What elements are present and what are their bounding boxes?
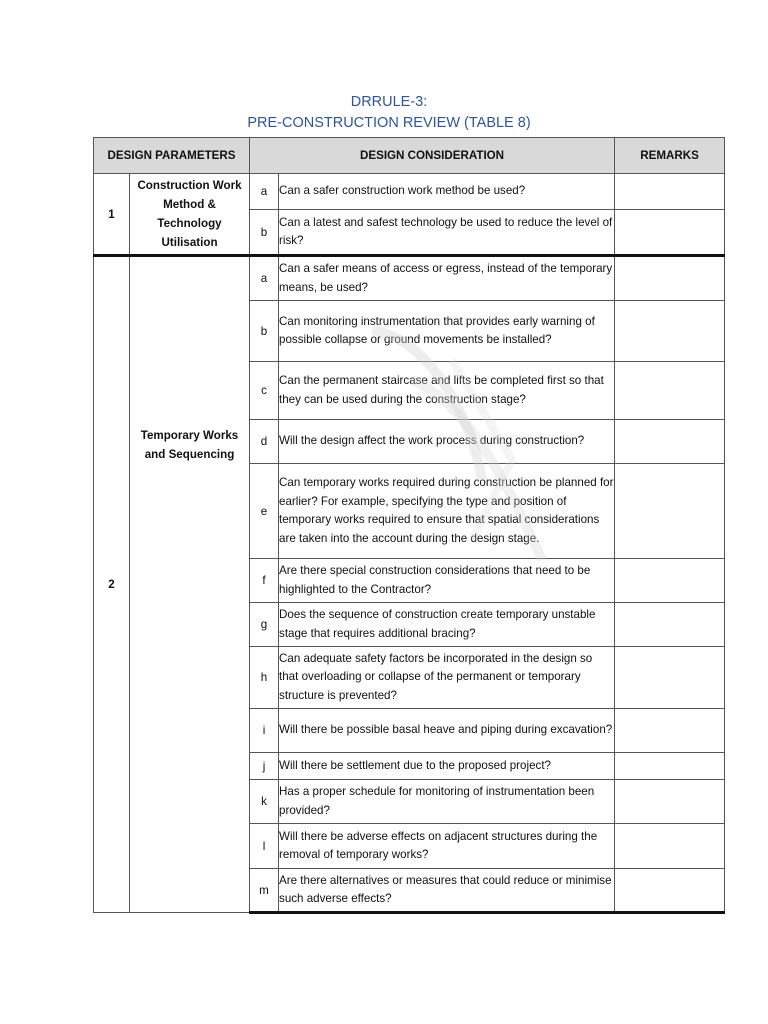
remarks-cell[interactable] — [615, 174, 725, 210]
remarks-cell[interactable] — [615, 210, 725, 256]
design-consideration: Can temporary works required during construction be planned for earlier? For example, specifying the type and position of temporary works required to ensure that spatial considerations are taken into the account during the design stage. — [279, 464, 615, 559]
item-letter: d — [250, 420, 279, 464]
design-consideration: Are there alternatives or measures that could reduce or minimise such adverse effects? — [279, 869, 615, 913]
pre-construction-review-table — [93, 137, 725, 914]
item-letter: l — [250, 824, 279, 869]
design-parameter-label: Temporary Works and Sequencing — [140, 428, 239, 461]
remarks-cell[interactable] — [615, 780, 725, 824]
design-consideration: Can a latest and safest technology be used to reduce the level of risk? — [279, 210, 615, 256]
remarks-cell[interactable] — [615, 464, 725, 559]
item-letter: e — [250, 464, 279, 559]
remarks-cell[interactable] — [615, 256, 725, 301]
section-number: 1 — [94, 174, 130, 256]
item-letter: m — [250, 869, 279, 913]
item-letter: c — [250, 362, 279, 420]
design-consideration: Can monitoring instrumentation that provides early warning of possible collapse or ground movements be installed? — [279, 301, 615, 362]
remarks-cell[interactable] — [615, 824, 725, 869]
section-number: 2 — [94, 256, 130, 913]
design-consideration: Can a safer means of access or egress, instead of the temporary means, be used? — [279, 256, 615, 301]
design-consideration: Will there be adverse effects on adjacent structures during the removal of temporary works? — [279, 824, 615, 869]
item-letter: j — [250, 753, 279, 780]
design-consideration: Are there special construction considerations that need to be highlighted to the Contractor? — [279, 559, 615, 603]
remarks-cell[interactable] — [615, 362, 725, 420]
remarks-cell[interactable] — [615, 709, 725, 753]
table-row — [94, 256, 725, 301]
remarks-cell[interactable] — [615, 301, 725, 362]
document-title — [0, 92, 768, 133]
item-letter: a — [250, 256, 279, 301]
remarks-cell[interactable] — [615, 753, 725, 780]
title-code: DRRULE-3: — [350, 94, 428, 110]
item-letter: f — [250, 559, 279, 603]
design-consideration: Will there be settlement due to the proposed project? — [279, 753, 615, 780]
design-parameter — [130, 256, 250, 913]
table-header-row — [94, 138, 725, 174]
design-consideration: Does the sequence of construction create temporary unstable stage that requires additional bracing? — [279, 603, 615, 647]
item-letter: b — [250, 301, 279, 362]
design-consideration: Will the design affect the work process during construction? — [279, 420, 615, 464]
item-letter: i — [250, 709, 279, 753]
item-letter: g — [250, 603, 279, 647]
remarks-cell[interactable] — [615, 559, 725, 603]
item-letter: b — [250, 210, 279, 256]
design-consideration: Has a proper schedule for monitoring of instrumentation been provided? — [279, 780, 615, 824]
item-letter: k — [250, 780, 279, 824]
column-header-design-parameters: DESIGN PARAMETERS — [94, 138, 250, 174]
title-heading: PRE-CONSTRUCTION REVIEW (TABLE 8) — [247, 115, 531, 131]
column-header-design-consideration: DESIGN CONSIDERATION — [250, 138, 615, 174]
remarks-cell[interactable] — [615, 869, 725, 913]
design-consideration: Can a safer construction work method be used? — [279, 174, 615, 210]
item-letter: h — [250, 647, 279, 709]
column-header-remarks: REMARKS — [615, 138, 725, 174]
remarks-cell[interactable] — [615, 420, 725, 464]
remarks-cell[interactable] — [615, 603, 725, 647]
design-consideration: Can the permanent staircase and lifts be completed first so that they can be used during the construction stage? — [279, 362, 615, 420]
design-consideration: Can adequate safety factors be incorporated in the design so that overloading or collapse of the permanent or temporary structure is prevented? — [279, 647, 615, 709]
remarks-cell[interactable] — [615, 647, 725, 709]
design-parameter: Construction Work Method & Technology Utilisation — [130, 174, 250, 256]
table-row — [94, 174, 725, 210]
design-consideration: Will there be possible basal heave and piping during excavation? — [279, 709, 615, 753]
item-letter: a — [250, 174, 279, 210]
